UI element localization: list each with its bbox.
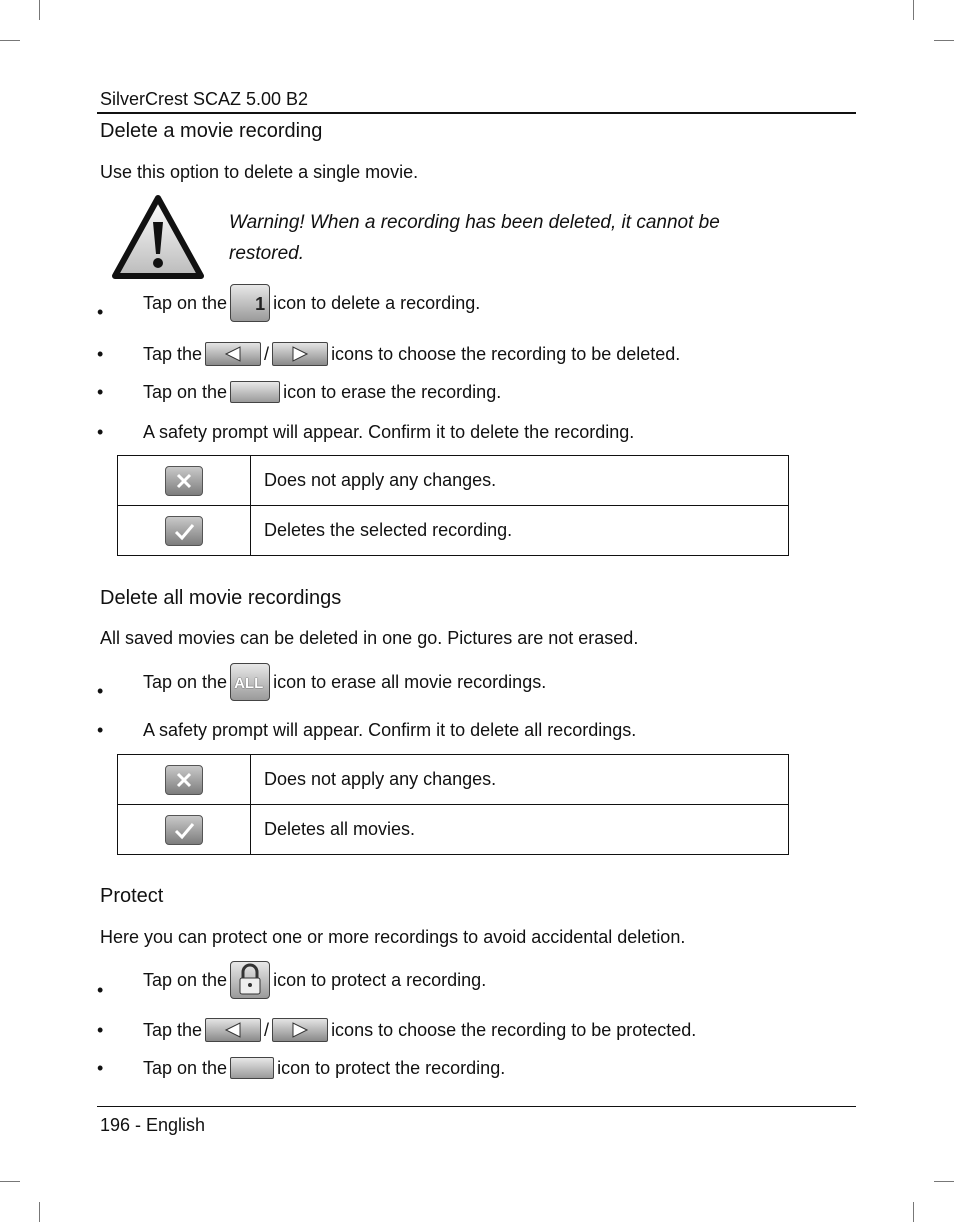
warning-line-2: restored. bbox=[229, 243, 304, 264]
section-heading-delete-all: Delete all movie recordings bbox=[100, 587, 342, 609]
list-text: Tap on the bbox=[143, 1058, 228, 1078]
list-item bbox=[143, 662, 546, 702]
table-row bbox=[118, 805, 789, 855]
next-arrow-icon bbox=[272, 342, 328, 366]
crop-mark bbox=[39, 1202, 40, 1222]
list-item bbox=[143, 1051, 505, 1085]
list-text: icons to choose the recording to be protected. bbox=[331, 1020, 697, 1040]
warning-triangle-icon bbox=[111, 194, 205, 280]
section-intro: Use this option to delete a single movie. bbox=[100, 162, 419, 182]
table-cell-icon bbox=[118, 456, 251, 506]
table-cell-desc: Deletes the selected recording. bbox=[251, 506, 789, 556]
crop-mark bbox=[39, 0, 40, 20]
bullet: • bbox=[97, 344, 104, 364]
lock-icon bbox=[230, 961, 270, 999]
section-intro: Here you can protect one or more recordings to avoid accidental deletion. bbox=[100, 927, 686, 947]
options-table bbox=[117, 455, 789, 556]
crop-mark bbox=[0, 40, 20, 41]
table-cell-icon bbox=[118, 506, 251, 556]
bullet: • bbox=[97, 1020, 104, 1040]
erase-icon bbox=[230, 381, 280, 403]
list-text: Tap on the bbox=[143, 382, 228, 402]
list-text: Tap on the bbox=[143, 672, 228, 692]
list-item bbox=[143, 337, 680, 371]
cancel-x-icon bbox=[165, 466, 203, 496]
table-row bbox=[118, 506, 789, 556]
list-text: / bbox=[264, 344, 270, 364]
running-header: SilverCrest SCAZ 5.00 B2 bbox=[100, 89, 309, 109]
warning-text bbox=[229, 207, 749, 269]
warning-line-1: Warning! When a recording has been deleted, it cannot be bbox=[229, 212, 720, 233]
protect-icon bbox=[230, 1057, 274, 1079]
table-cell-icon bbox=[118, 805, 251, 855]
crop-mark bbox=[934, 1181, 954, 1182]
list-item bbox=[143, 283, 480, 323]
list-text: icon to delete a recording. bbox=[273, 293, 481, 313]
table-row bbox=[118, 456, 789, 506]
list-text: icon to protect the recording. bbox=[277, 1058, 506, 1078]
crop-mark bbox=[913, 0, 914, 20]
list-item bbox=[143, 1013, 696, 1047]
list-text: icon to protect a recording. bbox=[273, 970, 487, 990]
list-text: Tap on the bbox=[143, 970, 228, 990]
crop-mark bbox=[0, 1181, 20, 1182]
page-number: 196 - English bbox=[100, 1115, 206, 1135]
table-cell-icon bbox=[118, 755, 251, 805]
previous-arrow-icon bbox=[205, 342, 261, 366]
list-text: Tap the bbox=[143, 344, 203, 364]
delete-all-icon-label: ALL bbox=[234, 675, 264, 692]
delete-one-icon bbox=[230, 284, 270, 322]
table-cell-desc: Deletes all movies. bbox=[251, 805, 789, 855]
header-rule bbox=[97, 112, 856, 114]
options-table bbox=[117, 754, 789, 855]
table-cell-desc: Does not apply any changes. bbox=[251, 456, 789, 506]
bullet: • bbox=[97, 422, 104, 442]
crop-mark bbox=[934, 40, 954, 41]
list-item bbox=[143, 375, 501, 409]
section-intro: All saved movies can be deleted in one go. Pictures are not erased. bbox=[100, 628, 639, 648]
table-cell-desc: Does not apply any changes. bbox=[251, 755, 789, 805]
list-item bbox=[143, 959, 486, 1001]
bullet: • bbox=[97, 720, 104, 740]
bullet: • bbox=[97, 980, 104, 1000]
list-text: icon to erase the recording. bbox=[283, 382, 502, 402]
crop-mark bbox=[913, 1202, 914, 1222]
bullet: • bbox=[97, 1058, 104, 1078]
cancel-x-icon bbox=[165, 765, 203, 795]
list-item: A safety prompt will appear. Confirm it to delete the recording. bbox=[143, 422, 635, 442]
table-row bbox=[118, 755, 789, 805]
bullet: • bbox=[97, 302, 104, 322]
list-text: icon to erase all movie recordings. bbox=[273, 672, 547, 692]
list-text: Tap on the bbox=[143, 293, 228, 313]
bullet: • bbox=[97, 681, 104, 701]
bullet: • bbox=[97, 382, 104, 402]
previous-arrow-icon bbox=[205, 1018, 261, 1042]
delete-one-icon-label: 1 bbox=[255, 294, 266, 314]
confirm-check-icon bbox=[165, 516, 203, 546]
list-item: A safety prompt will appear. Confirm it to delete all recordings. bbox=[143, 720, 637, 740]
delete-all-icon bbox=[230, 663, 270, 701]
section-heading-protect: Protect bbox=[100, 885, 164, 907]
list-text: icons to choose the recording to be deleted. bbox=[331, 344, 681, 364]
footer-rule bbox=[97, 1106, 856, 1107]
list-text: Tap the bbox=[143, 1020, 203, 1040]
section-heading-delete-one: Delete a movie recording bbox=[100, 120, 323, 142]
list-text: / bbox=[264, 1020, 270, 1040]
confirm-check-icon bbox=[165, 815, 203, 845]
next-arrow-icon bbox=[272, 1018, 328, 1042]
